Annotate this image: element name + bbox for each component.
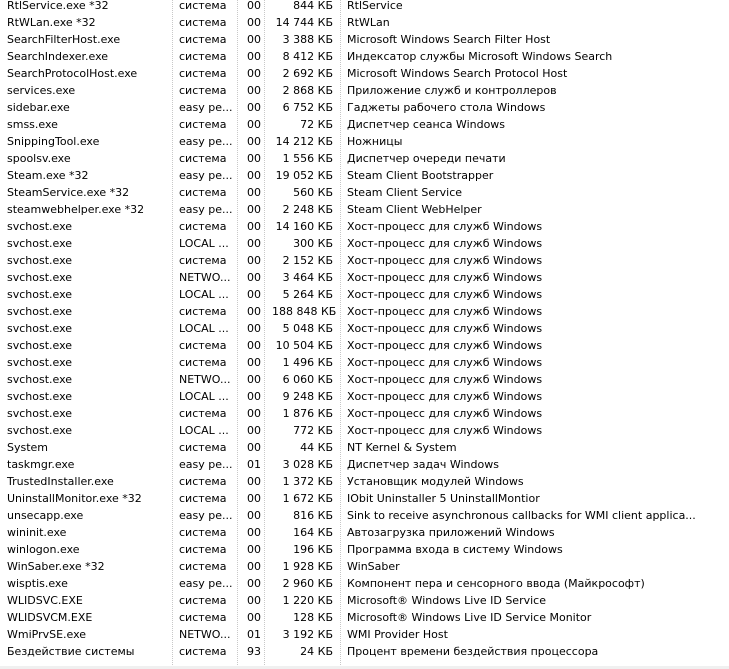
process-description: Диспетчер сеанса Windows [347, 118, 506, 131]
process-memory: 3 192 КБ [282, 628, 333, 641]
process-memory: 2 152 КБ [282, 254, 333, 267]
process-description: Microsoft® Windows Live ID Service [347, 594, 546, 607]
process-row[interactable] [0, 372, 729, 389]
process-memory: 44 КБ [300, 441, 333, 454]
process-user: система [179, 0, 227, 12]
process-name: UninstallMonitor.exe *32 [7, 492, 142, 505]
process-user: система [179, 118, 227, 131]
process-name: services.exe [7, 84, 76, 97]
process-description: Приложение служб и контроллеров [347, 84, 557, 97]
process-cpu: 00 [247, 390, 261, 403]
process-name: Steam.exe *32 [7, 169, 89, 182]
process-description: Хост-процесс для служб Windows [347, 271, 543, 284]
process-name: System [7, 441, 49, 454]
process-name: svchost.exe [7, 220, 73, 233]
process-memory: 844 КБ [293, 0, 333, 12]
process-cpu: 00 [247, 271, 261, 284]
process-name: svchost.exe [7, 407, 73, 420]
process-memory: 1 556 КБ [282, 152, 333, 165]
process-user: easy pe... [179, 101, 233, 114]
process-row[interactable] [0, 49, 729, 66]
process-row[interactable] [0, 491, 729, 508]
process-cpu: 00 [247, 424, 261, 437]
process-memory: 9 248 КБ [282, 390, 333, 403]
process-user: система [179, 305, 227, 318]
process-row[interactable] [0, 440, 729, 457]
process-cpu: 00 [247, 0, 261, 12]
process-name: unsecapp.exe [7, 509, 84, 522]
process-row[interactable] [0, 253, 729, 270]
process-user: система [179, 356, 227, 369]
process-name: SearchProtocolHost.exe [7, 67, 138, 80]
process-cpu: 00 [247, 169, 261, 182]
process-row[interactable] [0, 270, 729, 287]
process-memory: 164 КБ [293, 526, 333, 539]
process-description: Sink to receive asynchronous callbacks for WMI client applica... [347, 509, 696, 522]
process-row[interactable] [0, 185, 729, 202]
process-cpu: 00 [247, 305, 261, 318]
process-description: Хост-процесс для служб Windows [347, 339, 543, 352]
process-description: Steam Client WebHelper [347, 203, 482, 216]
process-user: система [179, 492, 227, 505]
process-description: NT Kernel & System [347, 441, 457, 454]
process-user: LOCAL ... [179, 424, 229, 437]
process-memory: 6 752 КБ [282, 101, 333, 114]
process-name: WinSaber.exe *32 [7, 560, 105, 573]
process-name: WLIDSVCM.EXE [7, 611, 93, 624]
process-user: система [179, 16, 227, 29]
process-name: smss.exe [7, 118, 58, 131]
process-row[interactable] [0, 406, 729, 423]
process-memory: 3 388 КБ [282, 33, 333, 46]
process-cpu: 00 [247, 16, 261, 29]
process-cpu: 00 [247, 356, 261, 369]
process-name: WLIDSVC.EXE [7, 594, 83, 607]
process-name: TrustedInstaller.exe [7, 475, 114, 488]
process-description: Хост-процесс для служб Windows [347, 305, 543, 318]
process-name: svchost.exe [7, 237, 73, 250]
process-cpu: 00 [247, 288, 261, 301]
process-cpu: 00 [247, 407, 261, 420]
process-memory: 3 028 КБ [282, 458, 333, 471]
process-row[interactable] [0, 576, 729, 593]
process-user: easy pe... [179, 577, 233, 590]
process-row[interactable] [0, 66, 729, 83]
process-user: easy pe... [179, 135, 233, 148]
process-cpu: 00 [247, 543, 261, 556]
process-user: система [179, 220, 227, 233]
process-cpu: 00 [247, 475, 261, 488]
process-user: easy pe... [179, 458, 233, 471]
process-memory: 14 160 КБ [275, 220, 333, 233]
process-cpu: 00 [247, 220, 261, 233]
process-name: RtWLan.exe *32 [7, 16, 96, 29]
process-description: RtWLan [347, 16, 390, 29]
process-description: Хост-процесс для служб Windows [347, 322, 543, 335]
process-cpu: 00 [247, 203, 261, 216]
process-description: Microsoft Windows Search Filter Host [347, 33, 551, 46]
process-cpu: 00 [247, 135, 261, 148]
process-user: система [179, 441, 227, 454]
process-name: svchost.exe [7, 305, 73, 318]
process-user: система [179, 645, 227, 658]
process-description: Microsoft Windows Search Protocol Host [347, 67, 568, 80]
process-memory: 14 744 КБ [275, 16, 333, 29]
process-row[interactable] [0, 457, 729, 474]
process-row[interactable] [0, 100, 729, 117]
process-row[interactable] [0, 219, 729, 236]
process-memory: 1 876 КБ [282, 407, 333, 420]
process-description: Процент времени бездействия процессора [347, 645, 599, 658]
process-row[interactable] [0, 508, 729, 525]
process-row[interactable] [0, 423, 729, 440]
process-user: easy pe... [179, 509, 233, 522]
process-name: svchost.exe [7, 373, 73, 386]
process-memory: 1 372 КБ [282, 475, 333, 488]
process-name: winlogon.exe [7, 543, 80, 556]
process-cpu: 00 [247, 118, 261, 131]
process-memory: 14 212 КБ [275, 135, 333, 148]
process-memory: 2 960 КБ [282, 577, 333, 590]
process-user: система [179, 33, 227, 46]
process-row[interactable] [0, 321, 729, 338]
vertical-scrollbar[interactable] [718, 0, 729, 669]
process-row[interactable] [0, 542, 729, 559]
process-cpu: 00 [247, 101, 261, 114]
process-name: sidebar.exe [7, 101, 70, 114]
process-description: Steam Client Bootstrapper [347, 169, 494, 182]
process-description: Хост-процесс для служб Windows [347, 390, 543, 403]
process-name: RtlService.exe *32 [7, 0, 109, 12]
process-cpu: 93 [247, 645, 261, 658]
process-name: svchost.exe [7, 322, 73, 335]
process-cpu: 00 [247, 237, 261, 250]
process-row[interactable] [0, 236, 729, 253]
process-name: SnippingTool.exe [7, 135, 100, 148]
process-name: spoolsv.exe [7, 152, 71, 165]
process-cpu: 00 [247, 67, 261, 80]
process-user: LOCAL ... [179, 390, 229, 403]
process-row[interactable] [0, 134, 729, 151]
process-cpu: 00 [247, 84, 261, 97]
process-name: taskmgr.exe [7, 458, 75, 471]
process-cpu: 00 [247, 577, 261, 590]
process-cpu: 00 [247, 50, 261, 63]
process-user: система [179, 152, 227, 165]
process-row[interactable] [0, 287, 729, 304]
process-memory: 772 КБ [293, 424, 333, 437]
process-memory: 128 КБ [293, 611, 333, 624]
process-user: система [179, 475, 227, 488]
process-cpu: 01 [247, 458, 261, 471]
process-cpu: 00 [247, 373, 261, 386]
process-name: WmiPrvSE.exe [7, 628, 87, 641]
process-user: система [179, 339, 227, 352]
process-cpu: 00 [247, 186, 261, 199]
process-memory: 8 412 КБ [282, 50, 333, 63]
process-row[interactable] [0, 304, 729, 321]
process-row[interactable] [0, 644, 729, 661]
process-user: система [179, 50, 227, 63]
process-memory: 816 КБ [293, 509, 333, 522]
process-user: система [179, 594, 227, 607]
process-description: Хост-процесс для служб Windows [347, 373, 543, 386]
process-user: система [179, 611, 227, 624]
process-cpu: 00 [247, 492, 261, 505]
process-cpu: 00 [247, 33, 261, 46]
process-user: система [179, 526, 227, 539]
process-description: WinSaber [347, 560, 400, 573]
process-memory: 2 868 КБ [282, 84, 333, 97]
process-description: Установщик модулей Windows [347, 475, 524, 488]
process-name: svchost.exe [7, 424, 73, 437]
process-user: LOCAL ... [179, 237, 229, 250]
process-row[interactable] [0, 0, 729, 15]
process-row[interactable] [0, 525, 729, 542]
process-cpu: 00 [247, 594, 261, 607]
process-description: Диспетчер задач Windows [347, 458, 499, 471]
process-memory: 24 КБ [300, 645, 333, 658]
process-description: Программа входа в систему Windows [347, 543, 563, 556]
process-description: Хост-процесс для служб Windows [347, 356, 543, 369]
process-name: svchost.exe [7, 356, 73, 369]
process-row[interactable] [0, 338, 729, 355]
process-cpu: 01 [247, 628, 261, 641]
process-memory: 2 692 КБ [282, 67, 333, 80]
process-user: система [179, 67, 227, 80]
process-user: система [179, 543, 227, 556]
process-memory: 3 464 КБ [282, 271, 333, 284]
process-description: Ножницы [347, 135, 403, 148]
process-description: Microsoft® Windows Live ID Service Monitor [347, 611, 592, 624]
process-name: Бездействие системы [7, 645, 135, 658]
process-memory: 2 248 КБ [282, 203, 333, 216]
process-row[interactable] [0, 610, 729, 627]
process-name: SearchFilterHost.exe [7, 33, 121, 46]
process-user: easy pe... [179, 203, 233, 216]
process-row[interactable] [0, 151, 729, 168]
process-cpu: 00 [247, 526, 261, 539]
process-cpu: 00 [247, 322, 261, 335]
process-user: система [179, 407, 227, 420]
process-row[interactable] [0, 168, 729, 185]
process-description: Индексатор службы Microsoft Windows Search [347, 50, 613, 63]
process-row[interactable] [0, 389, 729, 406]
process-cpu: 00 [247, 254, 261, 267]
process-description: Хост-процесс для служб Windows [347, 254, 543, 267]
process-memory: 72 КБ [300, 118, 333, 131]
process-row[interactable] [0, 593, 729, 610]
process-cpu: 00 [247, 339, 261, 352]
process-memory: 19 052 КБ [275, 169, 333, 182]
process-row[interactable] [0, 32, 729, 49]
process-memory: 196 КБ [293, 543, 333, 556]
process-description: Автозагрузка приложений Windows [347, 526, 555, 539]
process-cpu: 00 [247, 509, 261, 522]
process-row[interactable] [0, 202, 729, 219]
process-memory: 10 504 КБ [275, 339, 333, 352]
process-user: LOCAL ... [179, 288, 229, 301]
process-name: svchost.exe [7, 271, 73, 284]
process-memory: 5 264 КБ [282, 288, 333, 301]
process-description: WMI Provider Host [347, 628, 448, 641]
process-row[interactable] [0, 627, 729, 644]
process-row[interactable] [0, 15, 729, 32]
process-memory: 1 928 КБ [282, 560, 333, 573]
process-user: NETWO... [179, 628, 231, 641]
process-memory: 300 КБ [293, 237, 333, 250]
process-user: NETWO... [179, 271, 231, 284]
process-name: svchost.exe [7, 254, 73, 267]
process-row[interactable] [0, 355, 729, 372]
process-memory: 6 060 КБ [282, 373, 333, 386]
process-user: LOCAL ... [179, 322, 229, 335]
process-name: SteamService.exe *32 [7, 186, 130, 199]
process-description: Хост-процесс для служб Windows [347, 407, 543, 420]
process-memory: 1 220 КБ [282, 594, 333, 607]
process-user: система [179, 254, 227, 267]
process-cpu: 00 [247, 152, 261, 165]
process-user: система [179, 560, 227, 573]
process-row[interactable] [0, 474, 729, 491]
process-row[interactable] [0, 117, 729, 134]
process-cpu: 00 [247, 560, 261, 573]
process-description: Компонент пера и сенсорного ввода (Майкрософт) [347, 577, 645, 590]
process-user: система [179, 186, 227, 199]
process-memory: 1 672 КБ [282, 492, 333, 505]
process-memory: 560 КБ [293, 186, 333, 199]
process-description: IObit Uninstaller 5 UninstallMontior [347, 492, 540, 505]
process-name: svchost.exe [7, 288, 73, 301]
process-name: steamwebhelper.exe *32 [7, 203, 145, 216]
process-description: RtlService [347, 0, 403, 12]
process-description: Хост-процесс для служб Windows [347, 424, 543, 437]
process-user: система [179, 84, 227, 97]
process-description: Steam Client Service [347, 186, 463, 199]
process-cpu: 00 [247, 441, 261, 454]
process-memory: 188 848 КБ [272, 305, 337, 318]
process-description: Гаджеты рабочего стола Windows [347, 101, 546, 114]
process-user: easy pe... [179, 169, 233, 182]
process-description: Диспетчер очереди печати [347, 152, 506, 165]
process-name: svchost.exe [7, 339, 73, 352]
process-name: SearchIndexer.exe [7, 50, 109, 63]
process-name: svchost.exe [7, 390, 73, 403]
process-description: Хост-процесс для служб Windows [347, 288, 543, 301]
process-name: wininit.exe [7, 526, 67, 539]
process-row[interactable] [0, 83, 729, 100]
process-description: Хост-процесс для служб Windows [347, 220, 543, 233]
process-row[interactable] [0, 559, 729, 576]
process-name: wisptis.exe [7, 577, 68, 590]
process-memory: 5 048 КБ [282, 322, 333, 335]
process-user: NETWO... [179, 373, 231, 386]
process-cpu: 00 [247, 611, 261, 624]
process-description: Хост-процесс для служб Windows [347, 237, 543, 250]
process-memory: 1 496 КБ [282, 356, 333, 369]
